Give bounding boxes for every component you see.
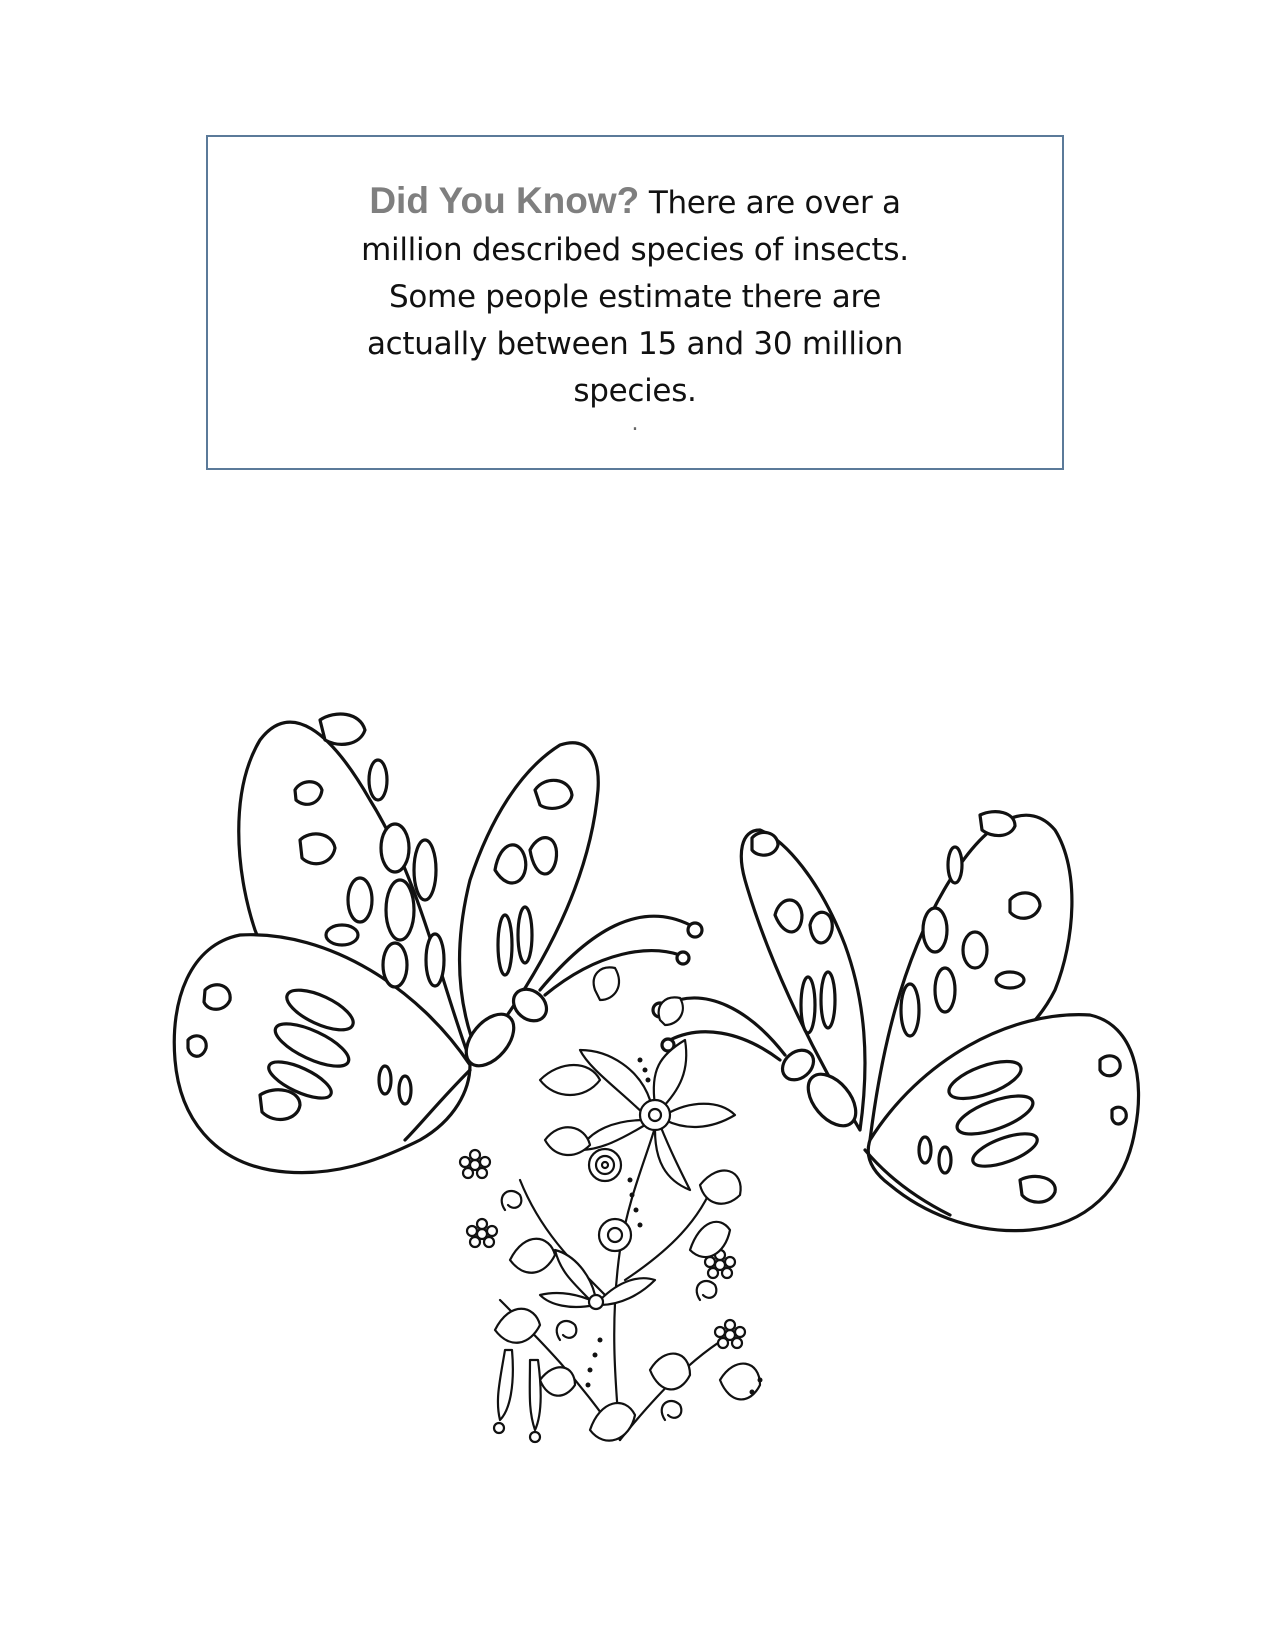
right-hindwing-spot (1020, 1176, 1055, 1202)
bell-flower (530, 1360, 541, 1430)
fact-line-4: actually between 15 and 30 million (366, 326, 903, 362)
left-hindwing-spot (379, 1066, 391, 1094)
fact-line-5: species. (573, 373, 697, 409)
right-forewing-spot (980, 812, 1015, 836)
small-flower (540, 1250, 655, 1309)
curl (662, 1401, 682, 1420)
left-forewing-spot (326, 925, 358, 945)
left-back-wing-spot (518, 907, 532, 963)
right-butterfly (653, 812, 1139, 1231)
left-antenna-tip (688, 923, 702, 937)
left-back-wing-spot (535, 780, 572, 808)
leaf (510, 1239, 555, 1273)
leaf (540, 1065, 600, 1095)
left-forewing-spot (381, 824, 409, 872)
right-forewing-spot (963, 932, 987, 968)
left-forewing-spot (300, 834, 335, 864)
floating-petal (594, 967, 619, 1000)
daisy (460, 1150, 490, 1178)
left-forewing-spot (426, 934, 444, 986)
left-forewing-spot (414, 840, 436, 900)
fact-line-2: million described species of insects. (361, 232, 909, 268)
leaf (700, 1171, 741, 1204)
left-butterfly (174, 714, 702, 1173)
right-forewing-spot (935, 968, 955, 1012)
bell-bud (494, 1423, 504, 1433)
curl (502, 1191, 522, 1210)
leaf (540, 1367, 575, 1395)
right-forewing-spot (948, 847, 962, 883)
left-forewing-spot (369, 760, 387, 800)
leaf (495, 1309, 540, 1343)
left-forewing-spot (348, 878, 372, 922)
right-forewing-spot (923, 908, 947, 952)
leaf (720, 1364, 760, 1400)
right-forewing-spot (1010, 893, 1040, 918)
left-forewing-spot (383, 943, 407, 987)
curl (697, 1281, 717, 1300)
bell-bud (530, 1432, 540, 1442)
floating-petal (659, 997, 683, 1025)
small-flower (589, 1149, 621, 1181)
leaf (650, 1354, 690, 1390)
left-hindwing-spot (399, 1076, 411, 1104)
left-hindwing-spot (204, 985, 230, 1009)
bell-flower (498, 1350, 513, 1420)
left-forewing-spot (386, 880, 414, 940)
right-hindwing-spot (1112, 1107, 1126, 1124)
right-forewing-spot (901, 984, 919, 1036)
right-hindwing-spot (1100, 1056, 1120, 1076)
fact-trailing-dot: . (631, 411, 639, 436)
daisy (467, 1219, 497, 1247)
left-forewing-spot (295, 782, 322, 805)
left-forewing-spot (320, 714, 365, 744)
fact-line-1: There are over a (648, 185, 901, 221)
right-back-wing-spot (810, 912, 832, 943)
daisy (715, 1320, 745, 1348)
left-hindwing-spot (188, 1036, 206, 1056)
right-hindwing-spot (919, 1137, 931, 1163)
curl (557, 1321, 577, 1340)
right-back-wing-spot (752, 832, 778, 855)
right-hindwing-spot (939, 1147, 951, 1173)
left-antenna-tip (677, 952, 689, 964)
fact-heading: Did You Know? (369, 180, 640, 221)
right-back-wing-spot (821, 972, 835, 1028)
small-flower (599, 1219, 631, 1251)
left-hindwing-spot (260, 1090, 300, 1120)
leaf (545, 1127, 590, 1155)
right-back-wing-spot (801, 977, 815, 1033)
fact-line-3: Some people estimate there are (389, 279, 881, 315)
left-back-wing-spot (498, 915, 512, 975)
right-forewing-spot (996, 972, 1024, 988)
